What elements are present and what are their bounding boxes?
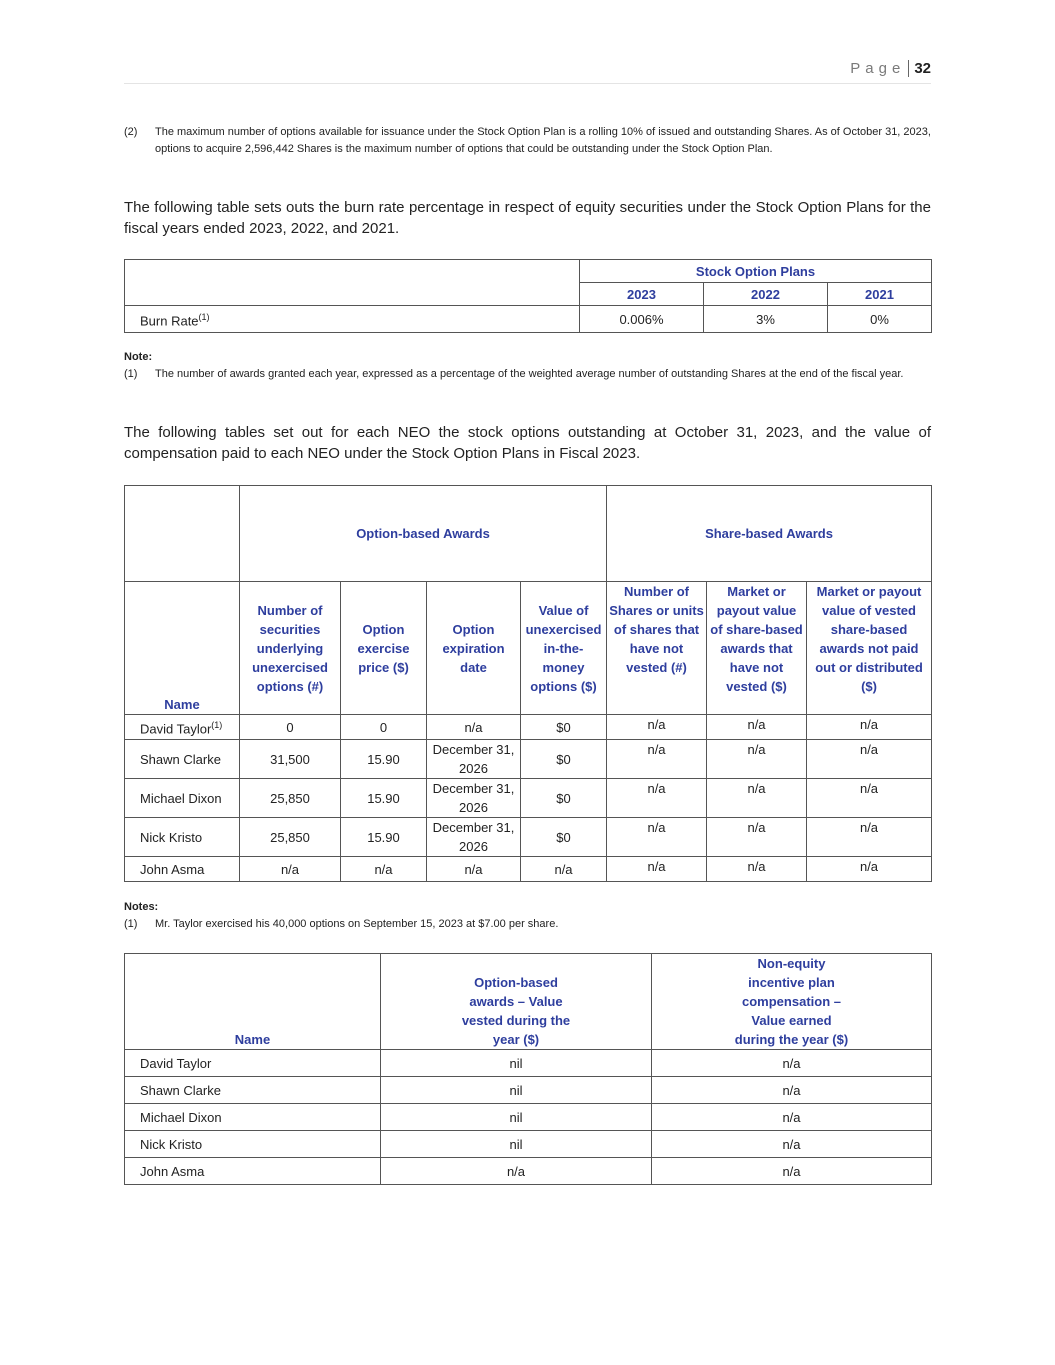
table-cell: 25,850: [240, 818, 341, 857]
note-number: (1): [124, 918, 138, 930]
table-cell: n/a: [807, 715, 932, 740]
footnote-ref: (1): [198, 311, 210, 322]
column-header: Market or payout value of vested share-based awards not paid out or distributed ($): [807, 582, 932, 715]
table-row: [125, 857, 932, 882]
note-text: Mr. Taylor exercised his 40,000 options on September 15, 2023 at $7.00 per share.: [155, 918, 559, 930]
group-header-share: Share-based Awards: [607, 486, 932, 582]
table-cell: nil: [381, 1131, 652, 1158]
table-cell: $0: [521, 715, 607, 740]
note-title: Notes:: [124, 901, 159, 913]
column-header: Non-equity incentive plan compensation – Value earned during the year ($): [652, 954, 932, 1050]
note-text: The number of awards granted each year, expressed as a percentage of the weighted average number of outstanding Shares at the end of the fiscal year.: [155, 368, 904, 380]
column-header: Value of unexercised in-the-money options ($): [521, 582, 607, 715]
table-cell: n/a: [607, 857, 707, 882]
column-header: Option exercise price ($): [341, 582, 427, 715]
table-cell: 25,850: [240, 779, 341, 818]
table-row: [125, 779, 932, 818]
column-header: Number of Shares or units of shares that have not vested (#): [607, 582, 707, 715]
table-row: [125, 1131, 932, 1158]
table-cell: n/a: [381, 1158, 652, 1185]
table-cell: n/a: [707, 715, 807, 740]
table-cell: 0: [240, 715, 341, 740]
footnote-ref: (1): [211, 719, 223, 730]
table-cell: n/a: [807, 857, 932, 882]
table-cell: nil: [381, 1050, 652, 1077]
column-header: Name: [125, 954, 381, 1050]
table-cell: n/a: [707, 818, 807, 857]
table-cell: 31,500: [240, 740, 341, 779]
stock-option-plan-note: [124, 124, 931, 158]
name-cell: John Asma: [125, 1158, 381, 1185]
vested-value-table: [124, 953, 932, 1185]
neo-options-table: [124, 485, 932, 882]
group-header: Stock Option Plans: [580, 260, 932, 283]
table-row: [125, 1158, 932, 1185]
table-cell: n/a: [607, 779, 707, 818]
table-cell: n/a: [807, 779, 932, 818]
name-cell: [125, 818, 240, 857]
table-cell: n/a: [607, 715, 707, 740]
table-cell: December 31, 2026: [427, 779, 521, 818]
page-number: 32: [908, 60, 931, 77]
burn-rate-note: [124, 349, 931, 383]
table-cell: n/a: [607, 818, 707, 857]
page-label: Page: [850, 60, 906, 77]
page-header: [124, 60, 931, 84]
name-cell: [125, 740, 240, 779]
table-cell: n/a: [707, 857, 807, 882]
burn-rate-value: 0.006%: [580, 306, 704, 333]
name-cell: David Taylor: [125, 1050, 381, 1077]
name-cell: Michael Dixon: [125, 1104, 381, 1131]
year-header: 2021: [828, 283, 932, 306]
table-row: [125, 1077, 932, 1104]
burn-rate-label: Burn Rate: [140, 313, 199, 329]
table-cell: 15.90: [341, 740, 427, 779]
table-cell: $0: [521, 818, 607, 857]
column-header: Name: [125, 582, 240, 715]
year-header: 2022: [704, 283, 828, 306]
column-header: Option expiration date: [427, 582, 521, 715]
neo-name: Michael Dixon: [140, 790, 222, 806]
table-cell: $0: [521, 740, 607, 779]
table-cell: n/a: [341, 857, 427, 882]
name-cell: [125, 779, 240, 818]
table-row: [125, 740, 932, 779]
empty-cell: [125, 260, 580, 306]
table-cell: December 31, 2026: [427, 818, 521, 857]
table-cell: n/a: [427, 857, 521, 882]
name-cell: Nick Kristo: [125, 1131, 381, 1158]
burn-rate-intro: The following table sets outs the burn rate percentage in respect of equity securities under the Stock Option Plans for the fiscal years ended 2023, 2022, and 2021.: [124, 199, 931, 237]
table-cell: n/a: [607, 740, 707, 779]
burn-rate-value: 3%: [704, 306, 828, 333]
neo-intro: The following tables set out for each NEO the stock options outstanding at October 31, 2023, and the value of compensation paid to each NEO under the Stock Option Plans in Fiscal 2023.: [124, 424, 931, 462]
table-cell: 15.90: [341, 818, 427, 857]
row-label: [125, 306, 580, 333]
note-text: The maximum number of options available for issuance under the Stock Option Plan is a rolling 10% of issued and outstanding Shares. As of October 31, 2023, options to acquire 2,596,442 Shares is the maximum number of options that could be outstanding under the Stock Option Plan.: [155, 126, 931, 155]
empty-cell: [125, 486, 240, 582]
group-header-option: Option-based Awards: [240, 486, 607, 582]
name-cell: Shawn Clarke: [125, 1077, 381, 1104]
name-cell: [125, 857, 240, 882]
table-cell: n/a: [521, 857, 607, 882]
table-cell: December 31, 2026: [427, 740, 521, 779]
year-header: 2023: [580, 283, 704, 306]
neo-name: John Asma: [140, 861, 205, 877]
neo-name: Shawn Clarke: [140, 751, 221, 767]
note-number: (2): [124, 126, 138, 138]
note-title: Note:: [124, 351, 153, 363]
table-cell: nil: [381, 1077, 652, 1104]
table-row: [125, 715, 932, 740]
table-cell: 0: [341, 715, 427, 740]
table-cell: n/a: [707, 779, 807, 818]
table-cell: n/a: [427, 715, 521, 740]
table-cell: $0: [521, 779, 607, 818]
table-cell: 15.90: [341, 779, 427, 818]
table-cell: n/a: [652, 1158, 932, 1185]
burn-rate-table: [124, 259, 932, 333]
table-row: [125, 818, 932, 857]
table-cell: n/a: [707, 740, 807, 779]
name-cell: [125, 715, 240, 740]
table-cell: n/a: [807, 818, 932, 857]
table-cell: n/a: [652, 1104, 932, 1131]
burn-rate-value: 0%: [828, 306, 932, 333]
table-cell: n/a: [807, 740, 932, 779]
column-header: Option-based awards – Value vested during the year ($): [381, 954, 652, 1050]
neo-name: Nick Kristo: [140, 829, 203, 845]
table-cell: nil: [381, 1104, 652, 1131]
table-row: [125, 1050, 932, 1077]
neo-name: David Taylor: [140, 721, 212, 737]
table-row: [125, 1104, 932, 1131]
table-cell: n/a: [652, 1077, 932, 1104]
neo-note: [124, 899, 931, 933]
column-header: Number of securities underlying unexercised options (#): [240, 582, 341, 715]
table-cell: n/a: [240, 857, 341, 882]
table-cell: n/a: [652, 1131, 932, 1158]
column-header: Market or payout value of share-based awards that have not vested ($): [707, 582, 807, 715]
table-cell: n/a: [652, 1050, 932, 1077]
note-number: (1): [124, 368, 138, 380]
